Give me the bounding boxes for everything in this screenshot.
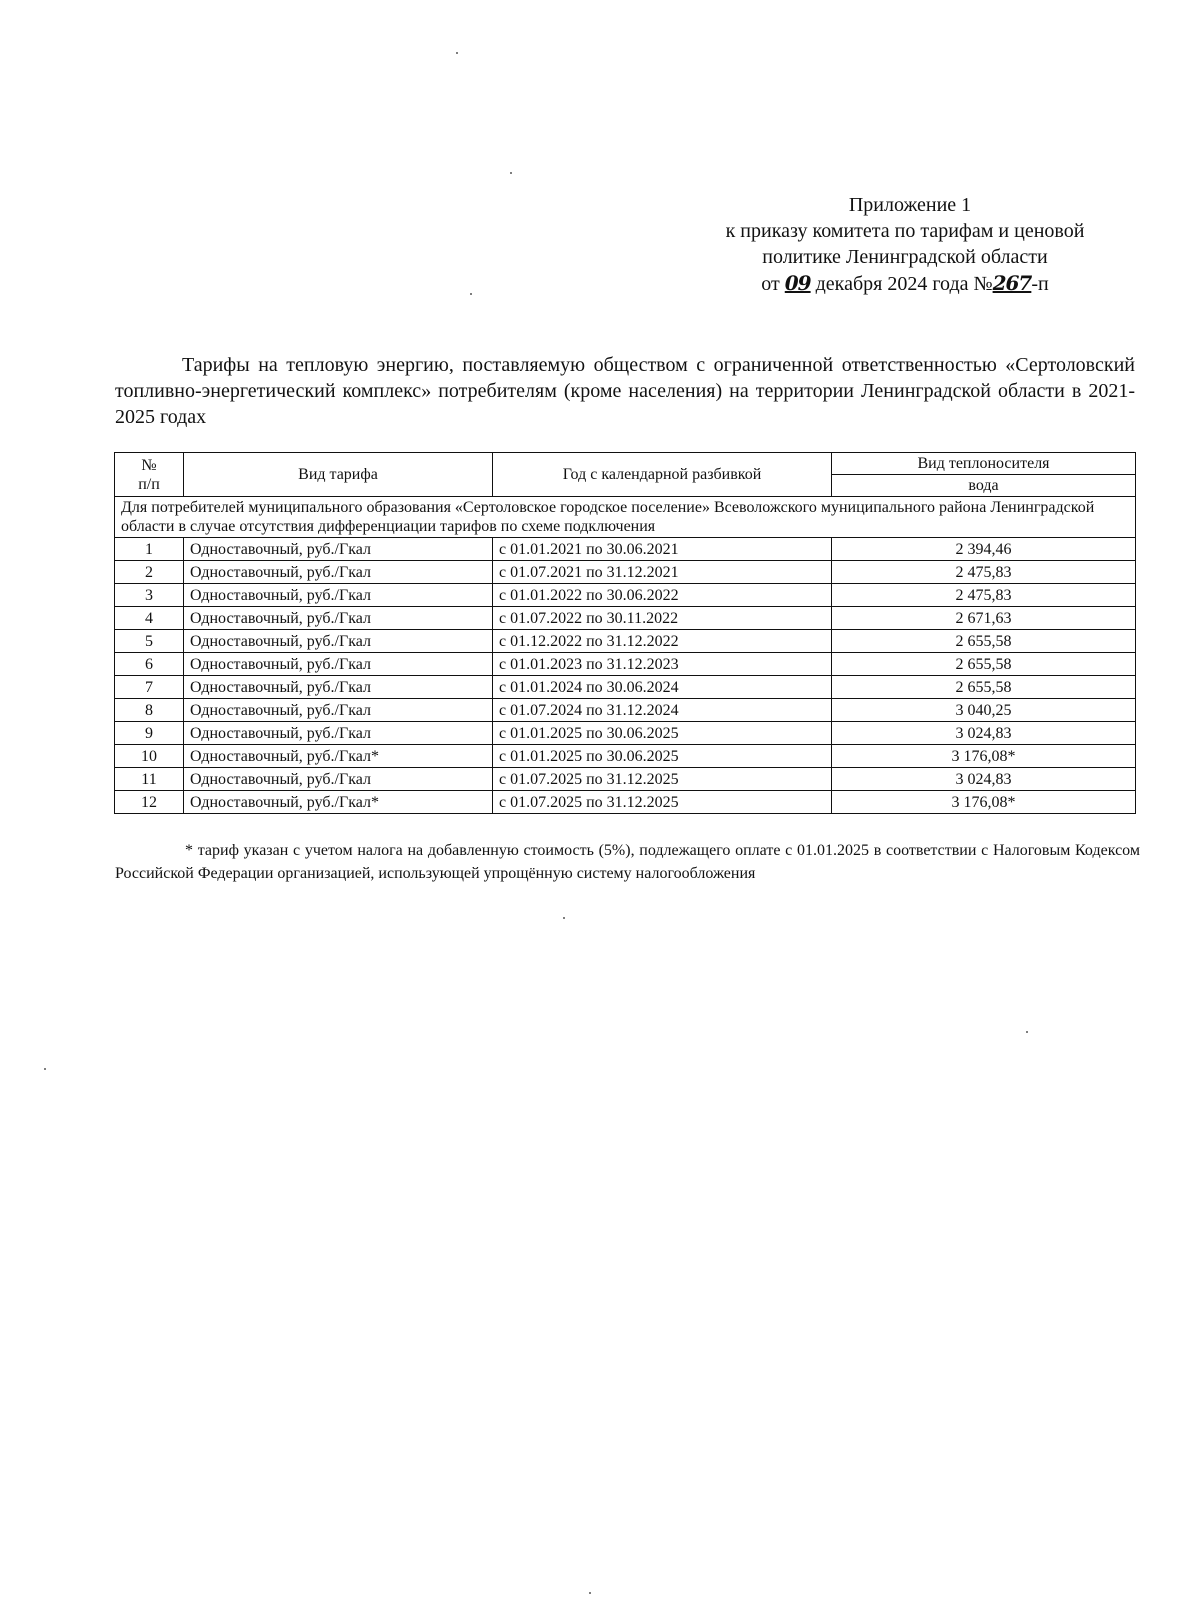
table-row (115, 791, 1136, 814)
row-tariff-type: Одноставочный, руб./Гкал (184, 676, 493, 699)
row-period: с 01.01.2023 по 31.12.2023 (493, 653, 832, 676)
row-value: 3 176,08* (832, 791, 1136, 814)
appendix-title: Приложение 1 (848, 194, 972, 216)
table-row (115, 584, 1136, 607)
row-period: с 01.01.2025 по 30.06.2025 (493, 722, 832, 745)
row-tariff-type: Одноставочный, руб./Гкал (184, 722, 493, 745)
row-tariff-type: Одноставочный, руб./Гкал (184, 538, 493, 561)
row-tariff-type: Одноставочный, руб./Гкал (184, 561, 493, 584)
row-num: 5 (115, 630, 184, 653)
row-value: 3 040,25 (832, 699, 1136, 722)
row-value: 3 024,83 (832, 768, 1136, 791)
appendix-order-date (685, 270, 1125, 297)
scan-speck (1026, 1031, 1028, 1033)
row-value: 2 671,63 (832, 607, 1136, 630)
row-num: 6 (115, 653, 184, 676)
row-tariff-type: Одноставочный, руб./Гкал* (184, 745, 493, 768)
row-value: 2 655,58 (832, 630, 1136, 653)
table-row (115, 630, 1136, 653)
appendix-order-line-1: к приказу комитета по тарифам и ценовой (725, 220, 1085, 242)
row-period: с 01.07.2021 по 31.12.2021 (493, 561, 832, 584)
row-value: 2 655,58 (832, 653, 1136, 676)
header-carrier-water: вода (832, 475, 1136, 497)
appendix-header (685, 192, 1125, 297)
row-num: 7 (115, 676, 184, 699)
row-value: 2 394,46 (832, 538, 1136, 561)
header-period: Год с календарной разбивкой (493, 453, 832, 497)
header-num-line1: № (141, 456, 157, 474)
row-tariff-type: Одноставочный, руб./Гкал (184, 630, 493, 653)
scan-speck (589, 1592, 591, 1594)
row-num: 12 (115, 791, 184, 814)
header-num-line2: п/п (138, 475, 160, 493)
table-row (115, 607, 1136, 630)
row-value: 3 176,08* (832, 745, 1136, 768)
row-period: с 01.01.2022 по 30.06.2022 (493, 584, 832, 607)
document-title: Тарифы на тепловую энергию, поставляемую обществом с ограниченной ответственностью «Сертоловский топливно-энергетический комплекс» потребителям (кроме населения) на территории Ленинградской области в 2021-2025 годах (115, 354, 1135, 428)
row-period: с 01.01.2024 по 30.06.2024 (493, 676, 832, 699)
table-row (115, 722, 1136, 745)
row-tariff-type: Одноставочный, руб./Гкал (184, 699, 493, 722)
table-row (115, 745, 1136, 768)
tariff-table (114, 452, 1136, 814)
row-num: 8 (115, 699, 184, 722)
order-suffix: -п (1031, 273, 1049, 295)
scan-speck (44, 1068, 46, 1070)
row-period: с 01.07.2025 по 31.12.2025 (493, 768, 832, 791)
row-period: с 01.01.2021 по 30.06.2021 (493, 538, 832, 561)
table-row (115, 561, 1136, 584)
header-tariff-type: Вид тарифа (184, 453, 493, 497)
scan-speck (456, 52, 458, 54)
row-value: 3 024,83 (832, 722, 1136, 745)
group-row (115, 497, 1136, 538)
table-row (115, 699, 1136, 722)
row-period: с 01.07.2025 по 31.12.2025 (493, 791, 832, 814)
table-row (115, 653, 1136, 676)
order-middle: декабря 2024 года № (815, 273, 993, 295)
header-carrier: Вид теплоносителя (832, 453, 1136, 475)
row-value: 2 475,83 (832, 584, 1136, 607)
footnote: * тариф указан с учетом налога на добавленную стоимость (5%), подлежащего оплате с 01.01.2025 в соответствии с Налоговым Кодексом Российской Федерации организацией, использующей упрощённую систему налогообложения (115, 842, 1140, 882)
table-row (115, 768, 1136, 791)
scan-speck (470, 293, 472, 295)
row-tariff-type: Одноставочный, руб./Гкал (184, 607, 493, 630)
row-tariff-type: Одноставочный, руб./Гкал (184, 768, 493, 791)
row-num: 4 (115, 607, 184, 630)
row-tariff-type: Одноставочный, руб./Гкал* (184, 791, 493, 814)
row-period: с 01.07.2024 по 31.12.2024 (493, 699, 832, 722)
row-num: 2 (115, 561, 184, 584)
order-day-handwritten: 09 (784, 271, 811, 295)
row-num: 9 (115, 722, 184, 745)
row-num: 1 (115, 538, 184, 561)
row-tariff-type: Одноставочный, руб./Гкал (184, 584, 493, 607)
scan-speck (510, 172, 512, 174)
appendix-order-line-2: политике Ленинградской области (762, 246, 1048, 268)
row-period: с 01.12.2022 по 31.12.2022 (493, 630, 832, 653)
row-tariff-type: Одноставочный, руб./Гкал (184, 653, 493, 676)
order-prefix: от (761, 273, 780, 295)
scan-speck (563, 917, 565, 919)
row-period: с 01.07.2022 по 30.11.2022 (493, 607, 832, 630)
row-num: 11 (115, 768, 184, 791)
order-number-handwritten: 267 (992, 271, 1032, 295)
row-period: с 01.01.2025 по 30.06.2025 (493, 745, 832, 768)
header-num (115, 453, 184, 497)
row-num: 3 (115, 584, 184, 607)
row-num: 10 (115, 745, 184, 768)
row-value: 2 655,58 (832, 676, 1136, 699)
group-label: Для потребителей муниципального образования «Сертоловское городское поселение» Всеволожского муниципального района Ленинградской области в случае отсутствия дифференциации тарифов по схеме подключения (115, 497, 1136, 538)
table-row (115, 538, 1136, 561)
row-value: 2 475,83 (832, 561, 1136, 584)
table-row (115, 676, 1136, 699)
